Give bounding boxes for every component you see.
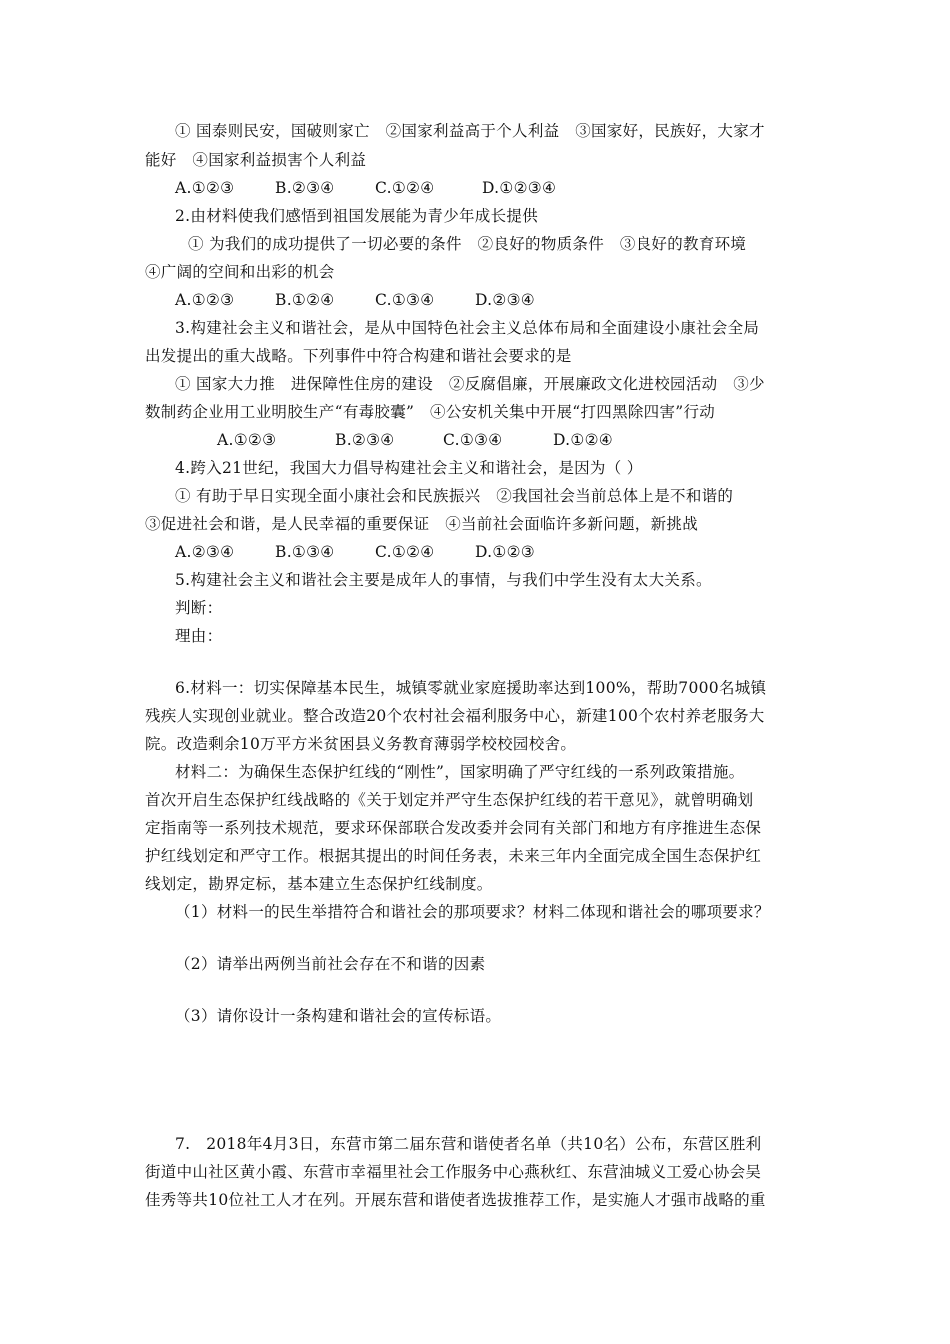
q6-material1-line3: 院。改造剩余10万平方米贫困县义务教育薄弱学校校园校舍。: [145, 735, 577, 753]
q2-option-d: D.②③④: [475, 291, 535, 309]
q2-stem: 2.由材料使我们感悟到祖国发展能为青少年成长提供: [175, 207, 538, 225]
q6-sub-question-1: （1）材料一的民生举措符合和谐社会的那项要求？材料二体现和谐社会的哪项要求？: [175, 903, 770, 921]
q4-options: [175, 542, 535, 562]
q7-line3: 佳秀等共10位社工人才在列。开展东营和谐使者选拔推荐工作，是实施人才强市战略的重: [145, 1191, 766, 1209]
q7-line2: 街道中山社区黄小霞、东营市幸福里社会工作服务中心燕秋红、东营油城义工爱心协会吴: [145, 1163, 762, 1181]
q5-judge-label: 判断：: [175, 599, 223, 617]
q2-options: [175, 290, 535, 310]
q1-option-d: D.①②③④: [482, 179, 557, 197]
q3-items-line1: ① 国家大力推 进保障性住房的建设 ②反腐倡廉，开展廉政文化进校园活动 ③少: [175, 375, 765, 393]
q2-option-c: C.①③④: [375, 291, 435, 309]
q3-stem-line2: 出发提出的重大战略。下列事件中符合构建和谐社会要求的是: [145, 347, 572, 365]
q5-stem: 5.构建社会主义和谐社会主要是成年人的事情，与我们中学生没有太大关系。: [175, 571, 712, 589]
q2-option-b: B.①②④: [275, 291, 335, 309]
q4-option-c: C.①②④: [375, 543, 435, 561]
q3-option-d: D.①②④: [553, 431, 613, 449]
q6-material2-line1: 材料二：为确保生态保护红线的“刚性”，国家明确了严守红线的一系列政策措施。: [175, 763, 745, 781]
q3-items-line2: 数制药企业用工业明胶生产“有毒胶囊” ④公安机关集中开展“打四黑除四害”行动: [145, 403, 716, 421]
q6-material2-line2: 首次开启生态保护红线战略的《关于划定并严守生态保护红线的若干意见》，就曾明确划: [145, 791, 754, 809]
q1-option-a: A.①②③: [175, 179, 235, 197]
q4-items-line2: ③促进社会和谐，是人民幸福的重要保证 ④当前社会面临许多新问题，新挑战: [145, 515, 699, 533]
q7-line1: 7. 2018年4月3日，东营市第二届东营和谐使者名单（共10名）公布，东营区胜利: [175, 1135, 762, 1153]
q6-material1-line1: 6.材料一：切实保障基本民生，城镇零就业家庭援助率达到100%，帮助7000名城镇: [175, 679, 767, 697]
q3-option-b: B.②③④: [335, 431, 395, 449]
q1-items-line2: 能好 ④国家利益损害个人利益: [145, 151, 367, 169]
q1-option-c: C.①②④: [375, 179, 435, 197]
q3-option-c: C.①③④: [443, 431, 503, 449]
q2-option-a: A.①②③: [175, 291, 235, 309]
q3-options: [217, 430, 613, 450]
q1-option-b: B.②③④: [275, 179, 335, 197]
q2-items-line2: ④广阔的空间和出彩的机会: [145, 263, 335, 281]
q4-items-line1: ① 有助于早日实现全面小康社会和民族振兴 ②我国社会当前总体上是不和谐的: [175, 487, 734, 505]
q1-options: [175, 178, 556, 198]
q2-items-line1: ① 为我们的成功提供了一切必要的条件 ②良好的物质条件 ③良好的教育环境: [188, 235, 747, 253]
q4-option-d: D.①②③: [475, 543, 535, 561]
q6-sub-question-3: （3）请你设计一条构建和谐社会的宣传标语。: [175, 1007, 502, 1025]
q4-option-b: B.①③④: [275, 543, 335, 561]
q5-reason-label: 理由：: [175, 627, 223, 645]
q6-sub-question-2: （2）请举出两例当前社会存在不和谐的因素: [175, 955, 486, 973]
q6-material2-line3: 定指南等一系列技术规范，要求环保部联合发改委并会同有关部门和地方有序推进生态保: [145, 819, 762, 837]
q4-option-a: A.②③④: [175, 543, 235, 561]
q3-option-a: A.①②③: [217, 431, 277, 449]
q6-material1-line2: 残疾人实现创业就业。整合改造20个农村社会福利服务中心，新建100个农村养老服务大: [145, 707, 765, 725]
q6-material2-line4: 护红线划定和严守工作。根据其提出的时间任务表，未来三年内全面完成全国生态保护红: [145, 847, 762, 865]
q1-items-line1: ① 国泰则民安，国破则家亡 ②国家利益高于个人利益 ③国家好，民族好，大家才: [175, 122, 765, 140]
q3-stem-line1: 3.构建社会主义和谐社会，是从中国特色社会主义总体布局和全面建设小康社会全局: [175, 319, 760, 337]
q4-stem: 4.跨入21世纪，我国大力倡导构建社会主义和谐社会，是因为（ ）: [175, 459, 643, 477]
q6-material2-line5: 线划定，勘界定标，基本建立生态保护红线制度。: [145, 875, 493, 893]
